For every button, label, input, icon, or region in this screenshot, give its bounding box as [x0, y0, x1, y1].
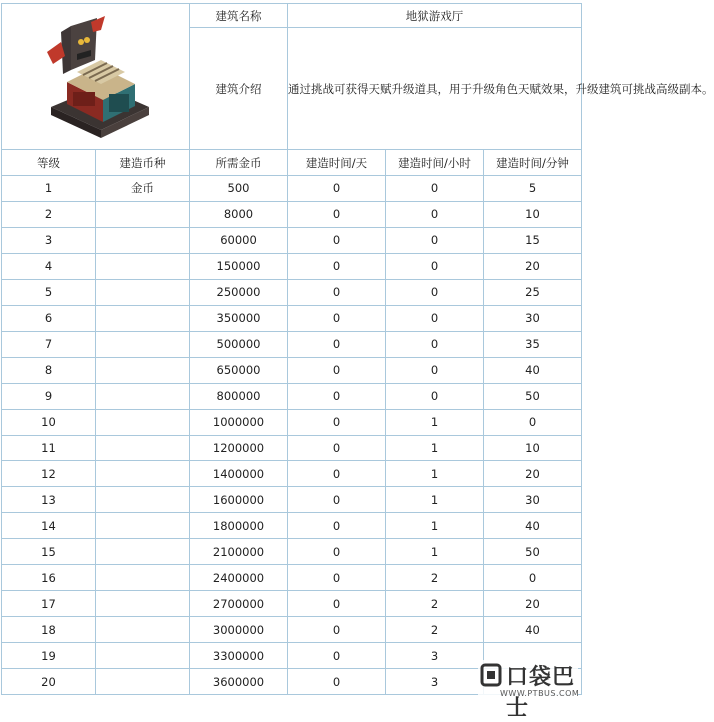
table-row [2, 305, 582, 331]
minutes-cell: 15 [484, 227, 582, 253]
currency-cell [96, 435, 190, 461]
minutes-cell: 0 [484, 409, 582, 435]
days-cell: 0 [288, 513, 386, 539]
level-cell: 14 [2, 513, 96, 539]
currency-cell [96, 539, 190, 565]
days-cell: 0 [288, 565, 386, 591]
currency-cell [96, 357, 190, 383]
minutes-cell: 20 [484, 591, 582, 617]
column-header: 所需金币 [190, 150, 288, 176]
currency-cell [96, 383, 190, 409]
hours-cell: 3 [386, 669, 484, 695]
gold-cost-cell: 3600000 [190, 669, 288, 695]
gold-cost-cell: 500000 [190, 331, 288, 357]
currency-cell [96, 513, 190, 539]
gold-cost-cell: 2100000 [190, 539, 288, 565]
table-row [2, 383, 582, 409]
currency-cell [96, 305, 190, 331]
minutes-cell: 0 [484, 565, 582, 591]
level-cell: 20 [2, 669, 96, 695]
table-row [2, 539, 582, 565]
gold-cost-cell: 500 [190, 176, 288, 202]
hours-cell: 0 [386, 331, 484, 357]
currency-cell [96, 409, 190, 435]
minutes-cell: 20 [484, 461, 582, 487]
currency-cell [96, 487, 190, 513]
gold-cost-cell: 1200000 [190, 435, 288, 461]
days-cell: 0 [288, 461, 386, 487]
hours-cell: 0 [386, 279, 484, 305]
minutes-cell: 50 [484, 539, 582, 565]
table-row [2, 253, 582, 279]
table-row [2, 513, 582, 539]
currency-cell [96, 591, 190, 617]
days-cell: 0 [288, 539, 386, 565]
gold-cost-cell: 250000 [190, 279, 288, 305]
level-cell: 7 [2, 331, 96, 357]
minutes-cell: 25 [484, 279, 582, 305]
days-cell: 0 [288, 669, 386, 695]
currency-cell [96, 227, 190, 253]
currency-cell [96, 565, 190, 591]
watermark-url: WWW.PTBUS.COM [500, 689, 580, 698]
minutes-cell: 5 [484, 176, 582, 202]
hours-cell: 0 [386, 383, 484, 409]
hours-cell: 0 [386, 227, 484, 253]
days-cell: 0 [288, 487, 386, 513]
gold-cost-cell: 3000000 [190, 617, 288, 643]
hours-cell: 0 [386, 305, 484, 331]
table-row [2, 487, 582, 513]
minutes-cell: 40 [484, 513, 582, 539]
ptbus-watermark [478, 660, 580, 721]
days-cell: 0 [288, 357, 386, 383]
minutes-cell: 35 [484, 331, 582, 357]
level-cell: 1 [2, 176, 96, 202]
level-cell: 19 [2, 643, 96, 669]
building-intro-value: 通过挑战可获得天赋升级道具，用于升级角色天赋效果，升级建筑可挑战高级副本。 [288, 28, 582, 150]
days-cell: 0 [288, 331, 386, 357]
building-intro-label: 建筑介绍 [190, 28, 288, 150]
days-cell: 0 [288, 227, 386, 253]
days-cell: 0 [288, 176, 386, 202]
table-row [2, 279, 582, 305]
days-cell: 0 [288, 435, 386, 461]
watermark-name: 口袋巴士 [506, 665, 576, 721]
gold-cost-cell: 650000 [190, 357, 288, 383]
gold-cost-cell: 800000 [190, 383, 288, 409]
ptbus-logo-icon [480, 663, 502, 687]
level-cell: 15 [2, 539, 96, 565]
building-info-table [1, 3, 714, 695]
days-cell: 0 [288, 279, 386, 305]
hours-cell: 1 [386, 539, 484, 565]
days-cell: 0 [288, 643, 386, 669]
hours-cell: 0 [386, 253, 484, 279]
table-row [2, 591, 582, 617]
currency-cell [96, 331, 190, 357]
level-cell: 4 [2, 253, 96, 279]
level-cell: 5 [2, 279, 96, 305]
days-cell: 0 [288, 591, 386, 617]
table-row [2, 176, 582, 202]
gold-cost-cell: 8000 [190, 201, 288, 227]
currency-cell [96, 279, 190, 305]
days-cell: 0 [288, 253, 386, 279]
level-cell: 8 [2, 357, 96, 383]
level-cell: 12 [2, 461, 96, 487]
name-row [2, 4, 582, 28]
hours-cell: 1 [386, 409, 484, 435]
gold-cost-cell: 3300000 [190, 643, 288, 669]
building-name-label: 建筑名称 [190, 4, 288, 28]
hours-cell: 0 [386, 357, 484, 383]
table-row [2, 227, 582, 253]
level-table-body [2, 176, 582, 695]
table-row [2, 357, 582, 383]
column-header: 等级 [2, 150, 96, 176]
currency-cell [96, 669, 190, 695]
minutes-cell: 40 [484, 617, 582, 643]
level-cell: 6 [2, 305, 96, 331]
level-cell: 18 [2, 617, 96, 643]
days-cell: 0 [288, 617, 386, 643]
minutes-cell: 40 [484, 357, 582, 383]
table-row [2, 617, 582, 643]
days-cell: 0 [288, 383, 386, 409]
currency-cell [96, 201, 190, 227]
days-cell: 0 [288, 305, 386, 331]
minutes-cell: 30 [484, 305, 582, 331]
gold-cost-cell: 60000 [190, 227, 288, 253]
minutes-cell: 10 [484, 435, 582, 461]
column-header: 建造时间/天 [288, 150, 386, 176]
hours-cell: 1 [386, 513, 484, 539]
gold-cost-cell: 1000000 [190, 409, 288, 435]
column-header: 建造时间/分钟 [484, 150, 582, 176]
column-header: 建造时间/小时 [386, 150, 484, 176]
minutes-cell: 50 [484, 383, 582, 409]
table-row [2, 435, 582, 461]
gold-cost-cell: 2400000 [190, 565, 288, 591]
arcade-building-icon [21, 12, 171, 142]
minutes-cell: 20 [484, 253, 582, 279]
hours-cell: 3 [386, 643, 484, 669]
level-cell: 11 [2, 435, 96, 461]
table-row [2, 331, 582, 357]
column-header-row [2, 150, 582, 176]
table-row [2, 409, 582, 435]
hours-cell: 2 [386, 591, 484, 617]
minutes-cell: 10 [484, 201, 582, 227]
level-cell: 16 [2, 565, 96, 591]
building-name-value: 地狱游戏厅 [288, 4, 582, 28]
level-cell: 10 [2, 409, 96, 435]
gold-cost-cell: 350000 [190, 305, 288, 331]
gold-cost-cell: 1600000 [190, 487, 288, 513]
hours-cell: 2 [386, 617, 484, 643]
currency-cell [96, 643, 190, 669]
gold-cost-cell: 1800000 [190, 513, 288, 539]
level-cell: 17 [2, 591, 96, 617]
hours-cell: 2 [386, 565, 484, 591]
gold-cost-cell: 2700000 [190, 591, 288, 617]
gold-cost-cell: 150000 [190, 253, 288, 279]
building-image-cell [2, 4, 190, 150]
gold-cost-cell: 1400000 [190, 461, 288, 487]
table-row [2, 201, 582, 227]
level-cell: 3 [2, 227, 96, 253]
currency-cell [96, 461, 190, 487]
hours-cell: 1 [386, 487, 484, 513]
hours-cell: 1 [386, 461, 484, 487]
hours-cell: 0 [386, 176, 484, 202]
hours-cell: 0 [386, 201, 484, 227]
level-cell: 2 [2, 201, 96, 227]
minutes-cell: 30 [484, 487, 582, 513]
table-row [2, 565, 582, 591]
currency-cell [96, 617, 190, 643]
level-cell: 9 [2, 383, 96, 409]
table-row [2, 461, 582, 487]
column-header: 建造币种 [96, 150, 190, 176]
level-cell: 13 [2, 487, 96, 513]
currency-cell: 金币 [96, 176, 190, 202]
currency-cell [96, 253, 190, 279]
hours-cell: 1 [386, 435, 484, 461]
days-cell: 0 [288, 201, 386, 227]
days-cell: 0 [288, 409, 386, 435]
